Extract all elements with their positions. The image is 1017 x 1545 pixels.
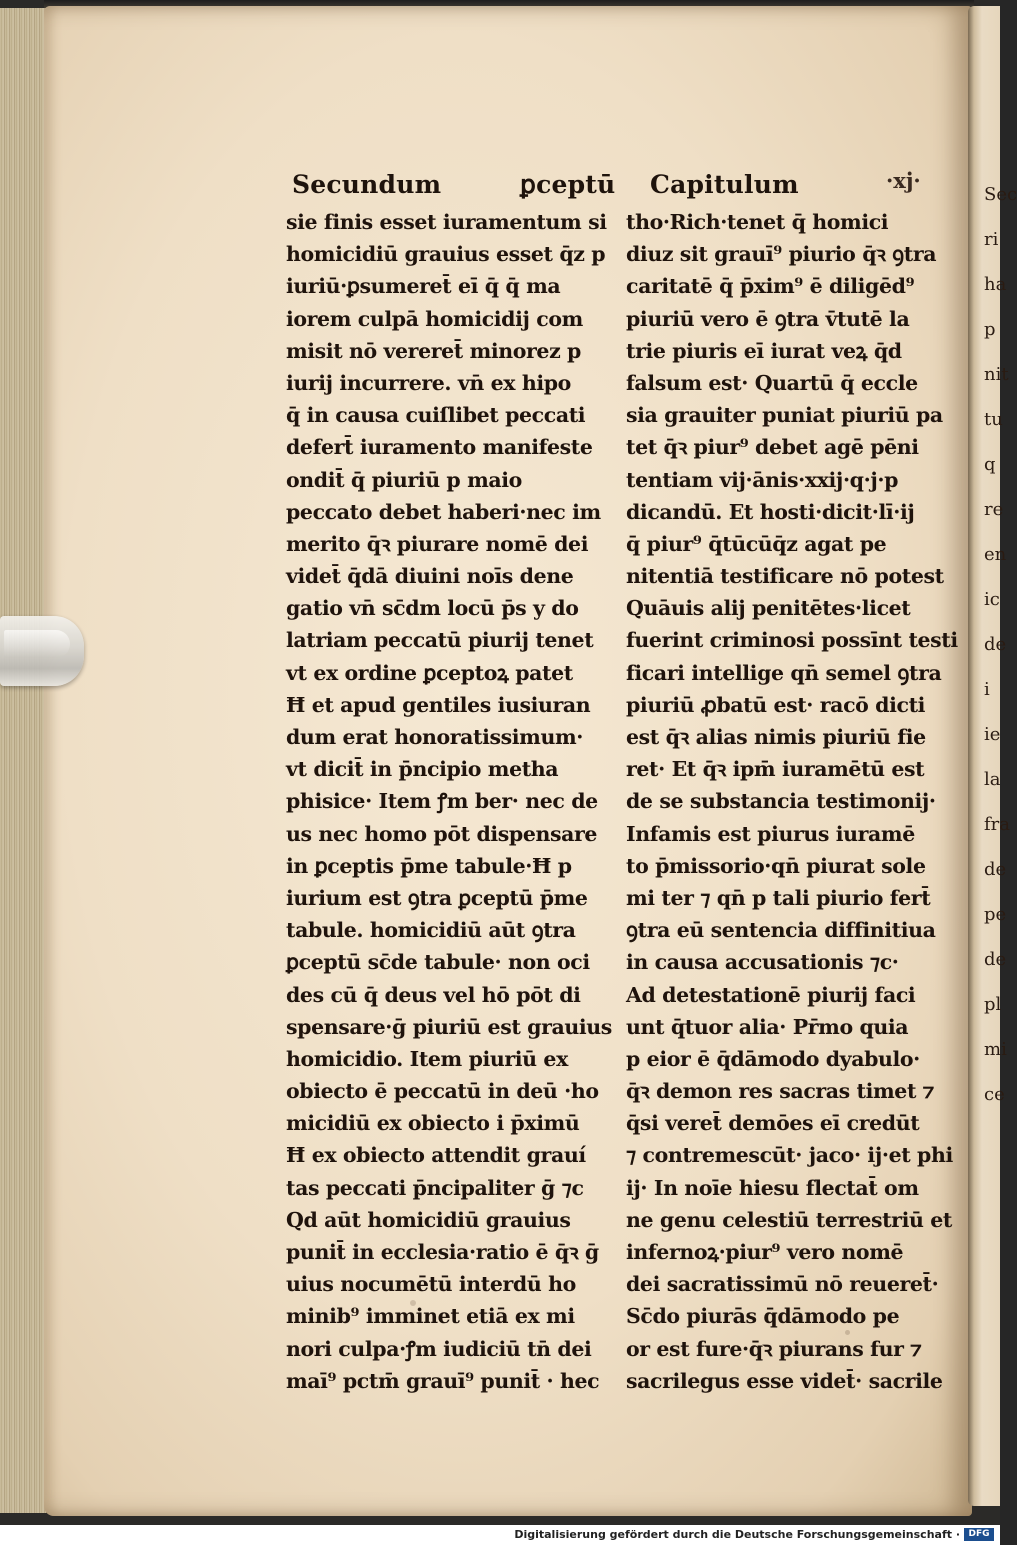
facing-page-text-fragment: fra (984, 814, 1010, 835)
text-line: ondit̄ q̄ piuriū p maio (286, 467, 522, 492)
text-line: dei sacratissimū nō reueret̄· (626, 1272, 939, 1297)
text-line: ⁊ contremescūt· jaco· ij·et phi (626, 1143, 953, 1168)
folio-number: ·xj· (886, 168, 921, 193)
page-clip (0, 616, 84, 686)
text-line: homicidio. Item piuriū ex (286, 1046, 568, 1071)
facing-page-text-fragment: ha (984, 274, 1007, 295)
text-line: Ad detestationē piurij faci (626, 982, 916, 1007)
facing-page-text-fragment: ic (984, 589, 1000, 610)
text-column-right (626, 206, 958, 1397)
text-line: gatio vn̄ sc̄dm locū p̄s y do (286, 596, 579, 621)
text-line: Sc̄do piurās q̄dāmodo pe (626, 1304, 900, 1329)
text-line: ret· Et q̄ꝛ ipm̄ iuramētū est (626, 757, 925, 782)
text-line: dicandū. Et hosti·dicit·lī·ij (626, 499, 915, 524)
text-line: tho·Rich·tenet q̄ homici (626, 210, 889, 234)
text-line: ij· In noīe hiesu flectat̄ om (626, 1175, 919, 1200)
dfg-logo: DFG (964, 1528, 994, 1541)
text-line: p eior ē q̄dāmodo dyabulo· (626, 1046, 920, 1071)
text-line: infernoꝝ·piur⁹ vero nomē (626, 1240, 904, 1264)
facing-page-text-fragment: pe (984, 904, 1007, 925)
facing-page-text-fragment: en (984, 544, 1007, 565)
text-line: Ħ ex obiecto attendit grauí (286, 1143, 586, 1168)
text-line: Qd aūt homicidiū grauius (286, 1207, 571, 1232)
text-line: caritatē q̄ p̄xim⁹ ē diligēd⁹ (626, 274, 915, 299)
text-line: q̄ꝛ demon res sacras timet ⁊ (626, 1079, 935, 1104)
text-line: ficari intellige qn̄ semel ꝯtra (626, 660, 942, 685)
text-line: punit̄ in ecclesia·ratio ē q̄ꝛ ḡ (286, 1240, 599, 1264)
facing-page-text-fragment: ri (984, 229, 999, 250)
text-line: defert̄ iuramento manifeste (286, 435, 593, 460)
text-column-left (286, 206, 612, 1397)
text-line: iurij incurrere. vn̄ ex hipo (286, 370, 571, 395)
facing-page-text-fragment: de (984, 859, 1007, 880)
text-line: ne genu celestiū terrestriū et (626, 1207, 952, 1232)
facing-page-edge (968, 6, 1017, 1506)
text-line: ꝯtra eū sentencia diffinitiua (626, 918, 936, 943)
text-line: iorem culpā homicidij com (286, 306, 583, 331)
text-line: sie finis esset iuramentum si (286, 210, 607, 234)
facing-page-text-fragment: pl (984, 994, 1002, 1015)
text-line: fuerint criminosi possīnt testi (626, 628, 958, 653)
text-line: latriam peccatū piurij tenet (286, 628, 594, 653)
facing-page-text-fragment: ce (984, 1084, 1005, 1105)
text-line: dum erat honoratissimum· (286, 725, 583, 749)
text-line: iuriū·ꝑsumeret̄ eī q̄ q̄ ma (286, 274, 561, 299)
text-line: iurium est ꝯtra ꝑceptū p̄me (286, 885, 588, 910)
text-line: obiecto ē peccatū in deū ·ho (286, 1079, 599, 1104)
facing-page-text-fragment: Sec (984, 184, 1017, 205)
running-head-capitulum: Capitulum (650, 170, 799, 199)
text-line: to p̄missorio·qn̄ piurat sole (626, 853, 926, 878)
text-line: phisice· Item ꝭm ber· nec de (286, 789, 598, 814)
text-line: piuriū vero ē ꝯtra v̄tutē la (626, 306, 910, 331)
facing-page-text-fragment: q (984, 454, 996, 475)
text-line: micidiū ex obiecto i p̄ximū (286, 1111, 580, 1136)
text-line: merito q̄ꝛ piurare nomē dei (286, 531, 589, 556)
text-line: de se substancia testimonij· (626, 789, 936, 814)
text-line: in ꝑceptis p̄me tabule·Ħ p (286, 853, 572, 878)
facing-page-text-fragment: tu (984, 409, 1003, 430)
text-line: sacrilegus esse videt̄· sacrile (626, 1368, 943, 1393)
running-head-secundum: Secundum (292, 170, 442, 199)
text-line: est q̄ꝛ alias nimis piuriū fie (626, 725, 926, 749)
paper-stain (845, 1330, 850, 1335)
text-line: or est fure·q̄ꝛ piurans fur ⁊ (626, 1336, 922, 1361)
facing-page-text-fragment: ie (984, 724, 1001, 745)
text-line: mi ter ⁊ qn̄ p tali piurio fert̄ (626, 885, 931, 910)
text-line: vt ex ordine ꝑceptoꝝ patet (286, 660, 573, 685)
text-line: maī⁹ pctm̄ grauī⁹ punit̄ · hec (286, 1368, 600, 1393)
text-line: videt̄ q̄dā diuini noīs dene (286, 564, 574, 589)
facing-page-text-fragment: de (984, 949, 1007, 970)
text-line: trie piuris eī iurat veꝝ q̄d (626, 338, 902, 363)
text-line: q̄ piur⁹ q̄tūcūq̄z agat pe (626, 531, 887, 556)
text-line: nitentiā testificare nō potest (626, 564, 944, 589)
text-line: diuz sit grauī⁹ piurio q̄ꝛ ꝯtra (626, 242, 937, 267)
text-line: in causa accusationis ⁊c· (626, 950, 899, 975)
text-line: unt q̄tuor alia· Pr̄mo quia (626, 1014, 909, 1039)
text-line: tentiam vij·ānis·xxij·q·j·p (626, 467, 899, 492)
facing-page-text-fragment: re (984, 499, 1004, 520)
text-line: q̄ in causa cuiſlibet peccati (286, 403, 586, 428)
text-line: minib⁹ imminet etiā ex mi (286, 1304, 575, 1329)
text-line: tabule. homicidiū aūt ꝯtra (286, 918, 576, 943)
text-line: ꝑceptū sc̄de tabule· non oci (286, 950, 590, 975)
book-page-edges (0, 8, 47, 1513)
footer-bar (0, 1525, 1000, 1545)
text-line: spensare·ḡ piuriū est grauius (286, 1014, 612, 1039)
facing-page-text-fragment: p (984, 319, 996, 340)
text-line: vt dicit̄ in p̄ncipio metha (286, 757, 559, 782)
paper-stain (410, 1300, 416, 1306)
text-line: misit nō vereret̄ minorez p (286, 338, 581, 363)
text-line: Infamis est piurus iuramē (626, 821, 915, 846)
text-line: uius nocumētū interdū ho (286, 1272, 576, 1297)
dfg-credit-text: Digitalisierung gefördert durch die Deutsche Forschungsgemeinschaft · (514, 1528, 960, 1541)
facing-page-text-fragment: la (984, 769, 1001, 790)
text-line: piuriū ꝓbatū est· racō dicti (626, 692, 926, 717)
text-line: des cū q̄ deus vel hō pōt di (286, 982, 581, 1007)
text-line: homicidiū grauius esset q̄z p (286, 242, 606, 267)
text-line: sia grauiter puniat piuriū pa (626, 403, 943, 428)
running-head-preceptum: ꝑceptū (520, 170, 616, 199)
facing-page-text-fragment: mi (984, 1039, 1007, 1060)
text-line: tas peccati p̄ncipaliter ḡ ⁊c (286, 1175, 584, 1200)
text-line: us nec homo pōt dispensare (286, 821, 598, 846)
text-line: falsum est· Quartū q̄ eccle (626, 370, 918, 395)
text-line: q̄si veret̄ demōes eī credūt (626, 1111, 920, 1136)
text-line: nori culpa·ꝭm iudiciū tn̄ dei (286, 1336, 592, 1361)
text-line: Quāuis alij penitētes·licet (626, 596, 911, 621)
facing-page-text-fragment: i (984, 679, 990, 700)
text-line: peccato debet haberi·nec im (286, 499, 601, 524)
text-line: Ħ et apud gentiles iusiuran (286, 692, 591, 717)
facing-page-text-fragment: de (984, 634, 1007, 655)
text-line: tet q̄ꝛ piur⁹ debet agē pēni (626, 435, 919, 460)
facing-page-text-fragment: nit (984, 364, 1009, 385)
